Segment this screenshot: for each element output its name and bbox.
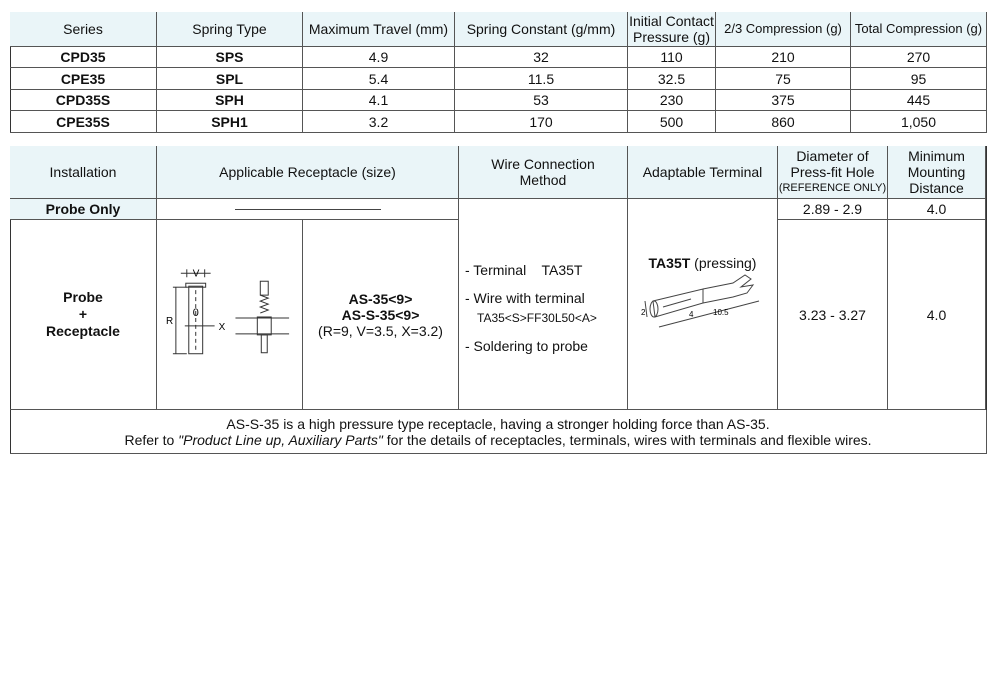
wire-part: TA35<S>FF30L50<A> [477, 311, 597, 325]
dash-line [235, 209, 381, 210]
table-cell: 170 [455, 111, 628, 133]
dim-4: 4 [688, 310, 693, 319]
table-cell: SPS [157, 47, 303, 68]
probe-only-diameter: 2.89 - 2.9 [778, 199, 888, 220]
table-cell: SPH [157, 90, 303, 111]
wire-method-wire: - Wire with terminal [465, 290, 585, 306]
spec-header: Maximum Travel (mm) [303, 12, 455, 47]
label-line2: + [78, 306, 88, 322]
table-cell: SPL [157, 68, 303, 90]
probe-receptacle-distance: 4.0 [888, 220, 986, 410]
label-line1: Probe [63, 289, 103, 305]
header-diameter-note: (REFERENCE ONLY) [778, 182, 887, 194]
series-cell: CPE35 [10, 68, 157, 90]
table-cell: 75 [716, 68, 851, 90]
table-cell: 110 [628, 47, 716, 68]
table-cell: 445 [851, 90, 987, 111]
terminal-cell [628, 199, 778, 410]
spec-header: 2/3 Compression (g) [716, 12, 851, 47]
header-installation: Installation [10, 146, 157, 199]
table-cell: 270 [851, 47, 987, 68]
diagram-x: X [218, 321, 226, 333]
terminal-title [649, 255, 757, 271]
receptacle-models [303, 220, 459, 410]
header-terminal: Adaptable Terminal [628, 146, 778, 199]
header-diameter-line1: Diameter of [796, 148, 869, 164]
header-diameter [778, 146, 888, 199]
probe-only-label: Probe Only [10, 199, 157, 220]
spec-header: Spring Constant (g/mm) [455, 12, 628, 47]
wire-method-solder: - Soldering to probe [465, 338, 588, 354]
table-cell: 4.9 [303, 47, 455, 68]
table-cell: 95 [851, 68, 987, 90]
note-line2 [124, 432, 871, 448]
receptacle-dims: (R=9, V=3.5, X=3.2) [318, 322, 443, 339]
receptacle-as35: AS-35<9> [348, 290, 413, 307]
header-receptacle: Applicable Receptacle (size) [157, 146, 459, 199]
note-line1: AS-S-35 is a high pressure type receptacle, having a stronger holding force than AS-35. [226, 415, 770, 432]
note-prefix: Refer to [124, 431, 179, 448]
diagram-r: R [165, 315, 174, 327]
wire-method-terminal: - Terminal TA35T [465, 262, 583, 278]
table-cell: 375 [716, 90, 851, 111]
probe-only-distance: 4.0 [888, 199, 986, 220]
note-italic: "Product Line up, Auxiliary Parts" [178, 431, 383, 448]
spec-header: Series [10, 12, 157, 47]
receptacle-diagram [157, 220, 302, 410]
table-cell: 860 [716, 111, 851, 133]
terminal-diagram [633, 271, 773, 341]
spec-header: Spring Type [157, 12, 303, 47]
table-cell: 1,050 [851, 111, 987, 133]
wire-methods [459, 199, 628, 410]
table-cell: 32 [455, 47, 628, 68]
spec-header: Initial Contact Pressure (g) [628, 12, 716, 47]
probe-receptacle-label [10, 220, 157, 410]
receptacle-as-s-35: AS-S-35<9> [341, 306, 420, 323]
note-cell [10, 410, 987, 454]
header-diameter-line2: Press-fit Hole [790, 164, 875, 180]
dim-10-5: 10.5 [712, 308, 729, 317]
label-line3: Receptacle [46, 323, 120, 339]
table-cell: 32.5 [628, 68, 716, 90]
diagram-o: 0 [192, 306, 199, 319]
series-cell: CPD35 [10, 47, 157, 68]
probe-only-receptacle [157, 199, 459, 220]
table-cell: 230 [628, 90, 716, 111]
note-suffix: for the details of receptacles, terminals, wires with terminals and flexible wires. [382, 431, 872, 448]
table-cell: SPH1 [157, 111, 303, 133]
header-wire: Wire Connection Method [459, 146, 628, 199]
diagram-v: V [192, 267, 200, 279]
table-cell: 3.2 [303, 111, 455, 133]
series-cell: CPD35S [10, 90, 157, 111]
table-cell: 4.1 [303, 90, 455, 111]
spec-header: Total Compression (g) [851, 12, 987, 47]
table-cell: 500 [628, 111, 716, 133]
receptacle-diagram-cell [157, 220, 303, 410]
probe-receptacle-diameter: 3.23 - 3.27 [778, 220, 888, 410]
table-cell: 11.5 [455, 68, 628, 90]
terminal-suffix: (pressing) [690, 255, 757, 271]
terminal-name: TA35T [648, 255, 691, 271]
header-distance: Minimum Mounting Distance [888, 146, 986, 199]
table-cell: 210 [716, 47, 851, 68]
table-cell: 53 [455, 90, 628, 111]
dim-2: 2 [640, 308, 645, 317]
series-cell: CPE35S [10, 111, 157, 133]
table-cell: 5.4 [303, 68, 455, 90]
